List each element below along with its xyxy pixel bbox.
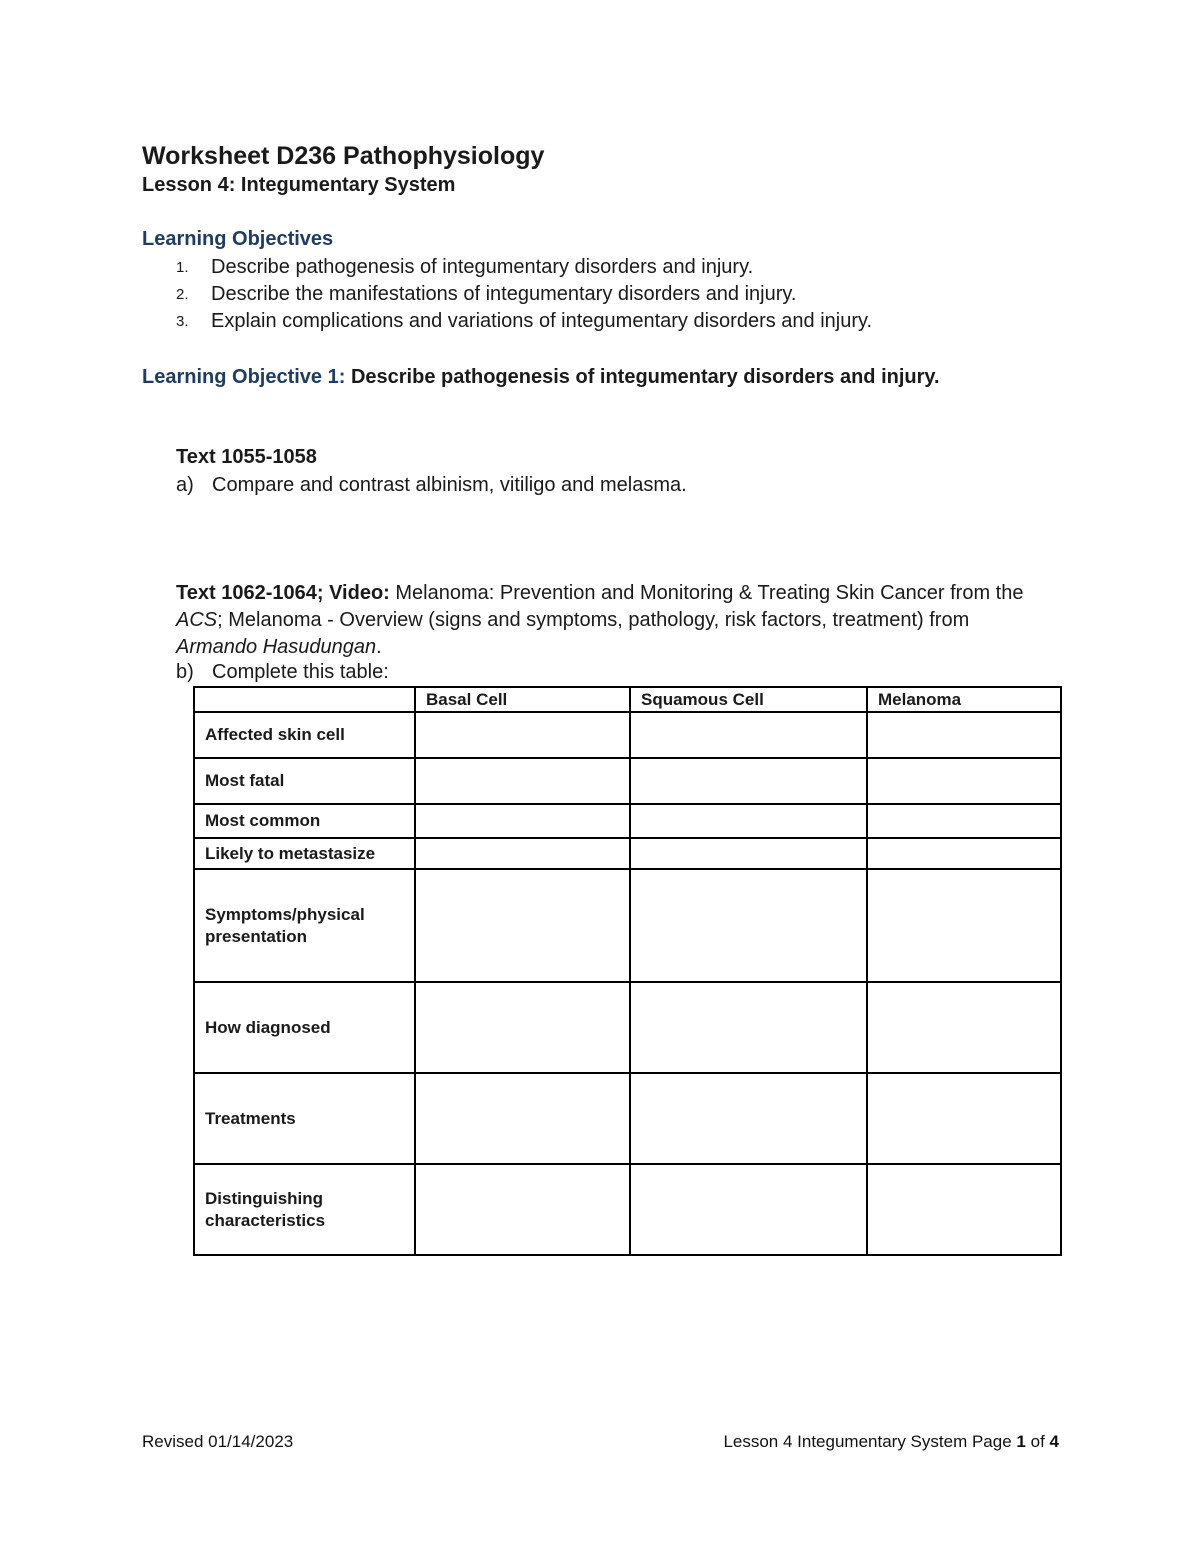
table-header-row bbox=[194, 687, 1061, 712]
table-row bbox=[194, 758, 1061, 804]
footer-page-total: 4 bbox=[1049, 1432, 1059, 1451]
table-row bbox=[194, 804, 1061, 838]
lesson-subtitle: Lesson 4: Integumentary System bbox=[142, 174, 456, 196]
answer-cell[interactable] bbox=[867, 804, 1061, 838]
section-b-source-acs: ACS bbox=[176, 609, 218, 631]
answer-cell[interactable] bbox=[415, 838, 630, 869]
table-row bbox=[194, 838, 1061, 869]
section-b-text-ref: Text 1062-1064; bbox=[176, 582, 324, 604]
question-b-text: Complete this table: bbox=[212, 661, 389, 683]
answer-cell[interactable] bbox=[630, 712, 867, 758]
question-a-text: Compare and contrast albinism, vitiligo and melasma. bbox=[212, 474, 687, 496]
answer-cell[interactable] bbox=[415, 1164, 630, 1255]
answer-cell[interactable] bbox=[630, 838, 867, 869]
section-b-reference bbox=[176, 580, 1046, 661]
footer-page-prefix: Lesson 4 Integumentary System Page bbox=[723, 1432, 1012, 1451]
answer-cell[interactable] bbox=[867, 758, 1061, 804]
learning-objective-1 bbox=[142, 364, 1022, 391]
worksheet-title: Worksheet D236 Pathophysiology bbox=[142, 142, 545, 170]
row-label: Symptoms/physical presentation bbox=[194, 869, 415, 982]
answer-cell[interactable] bbox=[630, 982, 867, 1073]
table-header-cell: Squamous Cell bbox=[630, 687, 867, 712]
row-label: Affected skin cell bbox=[194, 712, 415, 758]
row-label: Distinguishing characteristics bbox=[194, 1164, 415, 1255]
answer-cell[interactable] bbox=[630, 869, 867, 982]
footer-page-of: of bbox=[1030, 1432, 1045, 1451]
objective-number: 3. bbox=[176, 313, 189, 330]
row-label: How diagnosed bbox=[194, 982, 415, 1073]
objective-text: Explain complications and variations of integumentary disorders and injury. bbox=[211, 310, 873, 332]
objective-number: 1. bbox=[176, 259, 189, 276]
skin-cancer-table bbox=[193, 686, 1062, 1256]
objective-text: Describe the manifestations of integumentary disorders and injury. bbox=[211, 283, 797, 305]
question-a-letter: a) bbox=[176, 474, 194, 496]
table-header-cell: Basal Cell bbox=[415, 687, 630, 712]
question-a bbox=[176, 474, 687, 497]
answer-cell[interactable] bbox=[415, 804, 630, 838]
learning-objectives-heading: Learning Objectives bbox=[142, 228, 334, 250]
answer-cell[interactable] bbox=[415, 982, 630, 1073]
section-b-video-text-2: ; Melanoma - Overview (signs and symptoms, pathology, risk factors, treatment) from bbox=[217, 609, 970, 631]
table-header-cell bbox=[194, 687, 415, 712]
section-b-video-label: Video: bbox=[329, 582, 390, 604]
answer-cell[interactable] bbox=[630, 1073, 867, 1164]
table-row bbox=[194, 869, 1061, 982]
row-label: Treatments bbox=[194, 1073, 415, 1164]
section-b-source-author: Armando Hasudungan bbox=[176, 636, 377, 658]
answer-cell[interactable] bbox=[415, 712, 630, 758]
question-b bbox=[176, 661, 389, 684]
table-row bbox=[194, 1164, 1061, 1255]
answer-cell[interactable] bbox=[415, 869, 630, 982]
row-label: Most fatal bbox=[194, 758, 415, 804]
answer-cell[interactable] bbox=[630, 804, 867, 838]
table-row bbox=[194, 712, 1061, 758]
learning-objective-1-text: Describe pathogenesis of integumentary disorders and injury. bbox=[350, 366, 940, 388]
answer-cell[interactable] bbox=[415, 1073, 630, 1164]
footer-page-number bbox=[723, 1432, 1059, 1452]
table-row bbox=[194, 982, 1061, 1073]
row-label: Likely to metastasize bbox=[194, 838, 415, 869]
table-header-cell: Melanoma bbox=[867, 687, 1061, 712]
answer-cell[interactable] bbox=[867, 982, 1061, 1073]
learning-objective-1-label: Learning Objective 1: bbox=[142, 366, 346, 388]
footer-revised-date: Revised 01/14/2023 bbox=[142, 1432, 294, 1451]
answer-cell[interactable] bbox=[867, 838, 1061, 869]
objective-text: Describe pathogenesis of integumentary disorders and injury. bbox=[211, 256, 754, 278]
answer-cell[interactable] bbox=[867, 712, 1061, 758]
answer-cell[interactable] bbox=[867, 1164, 1061, 1255]
question-b-letter: b) bbox=[176, 661, 194, 683]
answer-cell[interactable] bbox=[630, 1164, 867, 1255]
footer-page-current: 1 bbox=[1016, 1432, 1026, 1451]
section-b-video-text: Melanoma: Prevention and Monitoring & Treating Skin Cancer from the bbox=[395, 582, 1024, 604]
objective-number: 2. bbox=[176, 286, 189, 303]
section-a-reference: Text 1055-1058 bbox=[176, 446, 317, 468]
row-label: Most common bbox=[194, 804, 415, 838]
table-row bbox=[194, 1073, 1061, 1164]
answer-cell[interactable] bbox=[867, 1073, 1061, 1164]
answer-cell[interactable] bbox=[867, 869, 1061, 982]
answer-cell[interactable] bbox=[415, 758, 630, 804]
answer-cell[interactable] bbox=[630, 758, 867, 804]
section-b-para-end: . bbox=[376, 636, 382, 658]
